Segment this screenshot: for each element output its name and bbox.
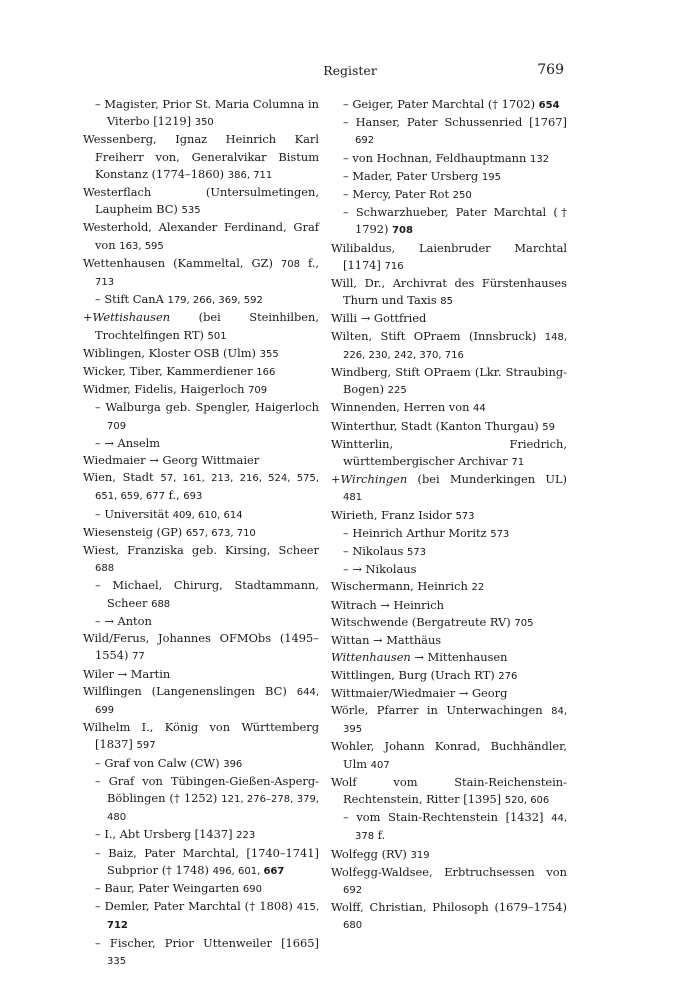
index-entry xyxy=(331,846,567,864)
page-references: 179, 266, 369, 592 xyxy=(167,295,263,307)
entry-text: Westerflach (Untersulmetingen, Laupheim BC) xyxy=(83,185,319,217)
entry-text: Wolf vom Stain-Reichenstein-Rechtenstein, Ritter [1395] xyxy=(331,774,567,806)
page-references: 163, 595 xyxy=(119,240,164,252)
page-references: 535 xyxy=(181,205,201,217)
entry-text: – Stift CanA xyxy=(95,292,168,307)
page-references: 355 xyxy=(259,348,279,360)
index-entry xyxy=(83,309,319,344)
entry-text: + xyxy=(83,310,93,325)
index-entry xyxy=(83,184,319,219)
page-references: 223 xyxy=(236,830,256,842)
entry-text: Wohler, Johann Konrad, Buchhändler, Ulm xyxy=(331,739,567,771)
page-references: 85 xyxy=(440,296,454,308)
page-references: 709 xyxy=(248,385,268,397)
entry-text: Wolfegg-Waldsee, Erbtruchsessen von xyxy=(331,864,567,879)
entry-text: Wolff, Christian, Philosoph (1679–1754) xyxy=(331,900,567,915)
page-references: 22 xyxy=(471,582,485,594)
index-entry xyxy=(331,310,567,327)
index-entry xyxy=(331,507,567,525)
index-subentry xyxy=(83,845,319,880)
index-entry xyxy=(331,864,567,899)
entry-text: Wien, Stadt xyxy=(83,470,161,485)
page-references: 132 xyxy=(529,153,550,165)
index-entry xyxy=(83,219,319,254)
page-references: 166 xyxy=(256,367,276,379)
page-references: 496, 601, xyxy=(212,865,264,877)
index-subentry xyxy=(331,168,567,186)
index-column-left xyxy=(83,96,319,970)
index-entry xyxy=(331,240,567,275)
page-references: 654 xyxy=(538,100,560,111)
page-references: 225 xyxy=(387,385,407,397)
entry-text: Wilflingen (Langenenslingen BC) xyxy=(83,683,297,698)
page-references: 148, 226, 230, 242, 370, 716 xyxy=(343,331,567,361)
index-subentry xyxy=(331,150,567,168)
index-entry xyxy=(331,614,567,632)
entry-text: Wilhelm I., König von Württemberg [1837] xyxy=(83,720,319,752)
header-title: Register xyxy=(323,63,377,78)
page-references: 688 xyxy=(95,563,115,575)
entry-text: → Mittenhausen xyxy=(410,650,508,665)
entry-text: Windberg, Stift OPraem (Lkr. Straubing-Bogen) xyxy=(331,365,567,397)
index-subentry xyxy=(83,577,319,612)
entry-text: – Baur, Pater Weingarten xyxy=(95,880,243,895)
entry-text: Wilibaldus, Laienbruder Marchtal [1174] xyxy=(331,240,567,272)
index-entry xyxy=(83,630,319,665)
index-entry xyxy=(331,399,567,417)
page-references: 690 xyxy=(242,883,262,895)
entry-text: Wiedmaier → Georg Wittmaier xyxy=(83,453,260,468)
index-entry xyxy=(83,719,319,754)
entry-text: Wittlingen, Burg (Urach RT) xyxy=(331,667,499,682)
entry-text: Winnenden, Herren von xyxy=(331,400,474,415)
entry-text: Wiest, Franziska geb. Kirsing, Scheer xyxy=(83,543,319,558)
page-references: 44 xyxy=(473,403,486,415)
entry-text: Wild/Ferus, Johannes OFMObs (1495–1554) xyxy=(83,631,319,663)
page-references: 709 xyxy=(107,420,127,432)
entry-text: – Demler, Pater Marchtal († 1808) xyxy=(95,899,297,914)
index-entry xyxy=(331,275,567,310)
entry-text: Winterthur, Stadt (Kanton Thurgau) xyxy=(331,418,543,433)
index-entry xyxy=(83,452,319,469)
entry-text: – Graf von Calw (CW) xyxy=(95,755,224,770)
entry-text: Wischermann, Heinrich xyxy=(331,579,472,594)
entry-text: – vom Stain-Rechtenstein [1432] xyxy=(343,810,552,825)
entry-text: f. xyxy=(374,828,386,843)
index-entry xyxy=(331,899,567,934)
entry-text: (bei Munderkingen UL) xyxy=(407,472,567,487)
entry-text: – Hanser, Pater Schussenried [1767] xyxy=(343,115,567,130)
index-entry xyxy=(331,418,567,436)
index-entry xyxy=(83,542,319,577)
entry-text: – Geiger, Pater Marchtal († 1702) xyxy=(343,97,539,111)
entry-text: f., xyxy=(164,488,184,503)
entry-text: + xyxy=(331,472,341,487)
entry-text: – Baiz, Pater Marchtal, [1740–1741] Subprior († 1748) xyxy=(95,845,319,877)
index-subentry xyxy=(83,613,319,630)
index-entry xyxy=(83,345,319,363)
entry-text: – → Anton xyxy=(95,613,152,628)
index-entry xyxy=(331,667,567,685)
page-references: 667 xyxy=(263,865,285,877)
page-references: 692 xyxy=(355,135,375,147)
page-references: 195 xyxy=(481,171,501,183)
page-references: 657, 673, 710 xyxy=(185,527,256,539)
page-references: 250 xyxy=(452,190,472,202)
entry-text: Wirieth, Franz Isidor xyxy=(331,507,456,522)
entry-text: Wörle, Pfarrer in Unterwachingen xyxy=(331,702,552,717)
index-subentry xyxy=(83,96,319,131)
index-subentry xyxy=(83,399,319,434)
index-entry xyxy=(331,364,567,399)
page-references: 59 xyxy=(542,421,555,433)
entry-text: – Universität xyxy=(95,506,173,521)
page-references: 712 xyxy=(107,920,128,932)
entry-text: Wiesensteig (GP) xyxy=(83,524,186,539)
entry-text: Will, Dr., Archivrat des Fürstenhauses Thurn und Taxis xyxy=(331,276,567,308)
entry-text: – I., Abt Ursberg [1437] xyxy=(95,827,237,842)
index-entry xyxy=(83,131,319,184)
page-references: 121, 276–278, 379, 480 xyxy=(107,793,319,824)
index-entry xyxy=(331,738,567,773)
running-header xyxy=(0,62,700,82)
page-references: 335 xyxy=(107,955,127,967)
page-references: 705 xyxy=(514,617,534,629)
entry-text: (bei Steinhilben, Trochtelfingen RT) xyxy=(95,310,319,342)
page-references: 350 xyxy=(194,117,214,129)
page-references: 501 xyxy=(207,330,227,342)
index-subentry xyxy=(331,204,567,239)
index-subentry xyxy=(331,525,567,543)
index-entry xyxy=(331,685,567,702)
entry-text: – → Nikolaus xyxy=(343,562,417,577)
entry-text: Wiblingen, Kloster OSB (Ulm) xyxy=(83,345,260,360)
page-references: 386, 711 xyxy=(227,169,273,181)
entry-text: Wettenhausen (Kammeltal, GZ) xyxy=(83,255,281,270)
index-subentry xyxy=(83,435,319,452)
page-references: 415, xyxy=(296,902,319,914)
page-references: 693 xyxy=(183,491,203,503)
index-column-right xyxy=(331,96,567,935)
entry-text: Wolfegg (RV) xyxy=(331,846,411,861)
page-references: 409, 610, 614 xyxy=(172,509,243,521)
entry-text: – → Anselm xyxy=(95,435,161,450)
page-references: 692 xyxy=(343,884,363,896)
index-entry xyxy=(83,363,319,381)
entry-text: – Nikolaus xyxy=(343,544,407,559)
page-references: 71 xyxy=(511,457,525,469)
entry-text: Wilten, Stift OPraem (Innsbruck) xyxy=(331,328,545,343)
page-references: 44, 378 xyxy=(355,813,567,843)
index-entry xyxy=(331,471,567,506)
entry-text: – von Hochnan, Feldhauptmann xyxy=(343,150,530,165)
entry-text: Witschwende (Bergatreute RV) xyxy=(331,614,515,629)
entry-text: – Michael, Chirurg, Stadtammann, Scheer xyxy=(95,578,319,610)
page-references: 407 xyxy=(370,759,390,771)
entry-text: Wessenberg, Ignaz Heinrich Karl Freiherr von, Generalvikar Bistum Konstanz (1774–1860) xyxy=(83,132,319,181)
page-references: 573 xyxy=(490,528,510,540)
index-subentry xyxy=(83,826,319,844)
page-references: 276 xyxy=(498,670,518,682)
index-subentry xyxy=(83,935,319,970)
entry-text: Willi → Gottfried xyxy=(331,311,427,326)
entry-text: Wittan → Matthäus xyxy=(331,633,442,648)
entry-text: Wiler → Martin xyxy=(83,666,171,681)
entry-text: f., xyxy=(299,255,319,270)
page-references: 713 xyxy=(95,277,115,289)
index-entry xyxy=(83,666,319,683)
index-subentry xyxy=(83,506,319,524)
index-subentry xyxy=(331,114,567,149)
entry-text: Witrach → Heinrich xyxy=(331,597,444,612)
index-entry xyxy=(83,683,319,719)
entry-text: – Graf von Tübingen-Gießen-Asperg-Böblingen († 1252) xyxy=(95,773,319,805)
entry-text: Wittenhausen xyxy=(331,650,411,665)
index-subentry xyxy=(83,898,319,934)
entry-text: Wicker, Tiber, Kammerdiener xyxy=(83,364,257,379)
index-subentry xyxy=(83,773,319,827)
page-references: 716 xyxy=(384,260,404,272)
entry-text: – Mercy, Pater Rot xyxy=(343,187,453,202)
page-number: 769 xyxy=(537,62,564,78)
page-references: 84, 395 xyxy=(343,705,567,736)
page-references: 688 xyxy=(151,598,171,610)
index-entry xyxy=(331,578,567,596)
entry-text: Widmer, Fidelis, Haigerloch xyxy=(83,382,249,397)
index-entry xyxy=(331,774,567,809)
page-references: 708 xyxy=(392,225,413,237)
index-entry xyxy=(331,632,567,649)
index-subentry xyxy=(83,755,319,773)
index-entry xyxy=(83,524,319,542)
index-subentry xyxy=(331,186,567,204)
page-references: 481 xyxy=(343,492,363,504)
index-subentry xyxy=(331,96,567,114)
index-subentry xyxy=(83,880,319,898)
page-references: 680 xyxy=(343,920,363,932)
page-references: 708 xyxy=(280,258,300,270)
entry-text: – Walburga geb. Spengler, Haigerloch xyxy=(95,400,319,415)
entry-text: Wittmaier/Wiedmaier → Georg xyxy=(331,685,508,700)
page-references: 57, 161, 213, 216, 524, 575, 651, 659, 677 xyxy=(95,473,319,503)
index-entry xyxy=(331,597,567,614)
entry-text: – Fischer, Prior Uttenweiler [1665] xyxy=(95,935,319,950)
page-references: 520, 606 xyxy=(504,794,550,806)
index-subentry xyxy=(83,291,319,309)
index-entry xyxy=(331,649,567,666)
page-references: 644, 699 xyxy=(95,686,319,716)
page-references: 396 xyxy=(223,758,243,770)
index-entry xyxy=(331,328,567,364)
entry-text: Wintterlin, Friedrich, württembergischer Archivar xyxy=(331,436,567,469)
index-entry xyxy=(83,255,319,291)
entry-text: – Schwarzhueber, Pater Marchtal († 1792) xyxy=(343,205,567,237)
entry-text: – Magister, Prior St. Maria Columna in Viterbo [1219] xyxy=(95,97,319,129)
page-references: 77 xyxy=(132,651,145,663)
page-references: 597 xyxy=(136,740,156,752)
entry-text: Wirchingen xyxy=(340,472,408,487)
index-entry xyxy=(331,436,567,471)
entry-text: – Mader, Pater Ursberg xyxy=(343,168,482,183)
index-entry xyxy=(83,469,319,505)
index-subentry xyxy=(331,543,567,561)
index-subentry xyxy=(331,809,567,845)
page-references: 319 xyxy=(410,849,430,861)
index-entry xyxy=(331,702,567,738)
entry-text: Wettishausen xyxy=(92,310,171,325)
page-references: 573 xyxy=(406,547,427,559)
page-references: 573 xyxy=(455,510,475,522)
entry-text: – Heinrich Arthur Moritz xyxy=(343,525,491,540)
index-subentry xyxy=(331,561,567,578)
index-entry xyxy=(83,381,319,399)
entry-text: Westerhold, Alexander Ferdinand, Graf von xyxy=(83,220,319,252)
